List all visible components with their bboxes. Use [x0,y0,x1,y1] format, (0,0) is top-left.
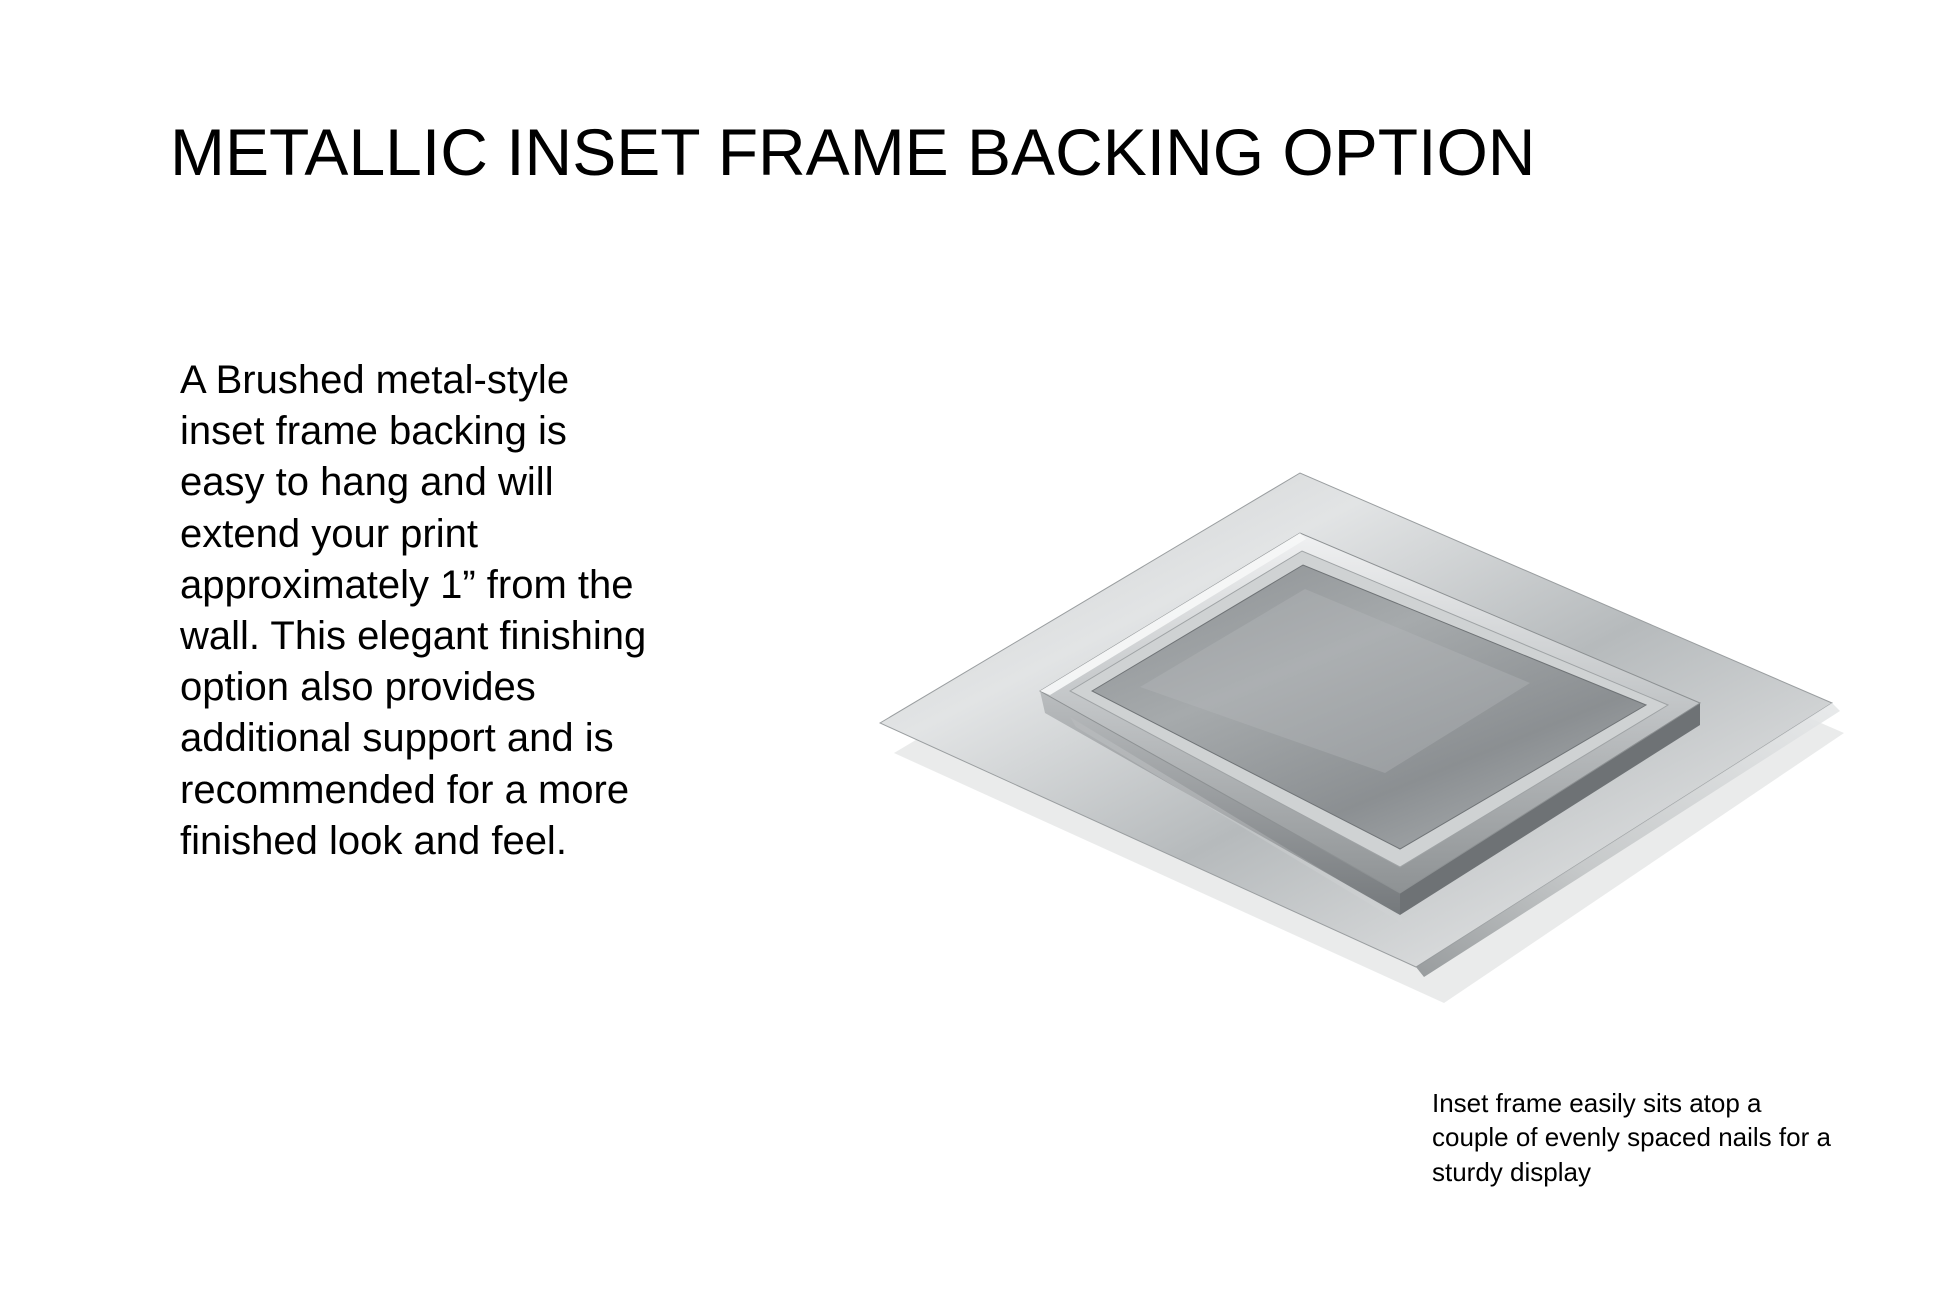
inset-frame-illustration [740,455,1860,1075]
inset-frame-graphic [740,455,1860,1075]
image-caption: Inset frame easily sits atop a couple of evenly spaced nails for a sturdy display [1432,1088,1831,1187]
page-title: METALLIC INSET FRAME BACKING OPTION [170,115,1536,189]
description-paragraph: A Brushed metal-style inset frame backing is easy to hang and will extend your print approximately 1” from the wall. This elegant finishing option also provides additional support and is recommended for a more finished look and feel. [180,358,647,863]
